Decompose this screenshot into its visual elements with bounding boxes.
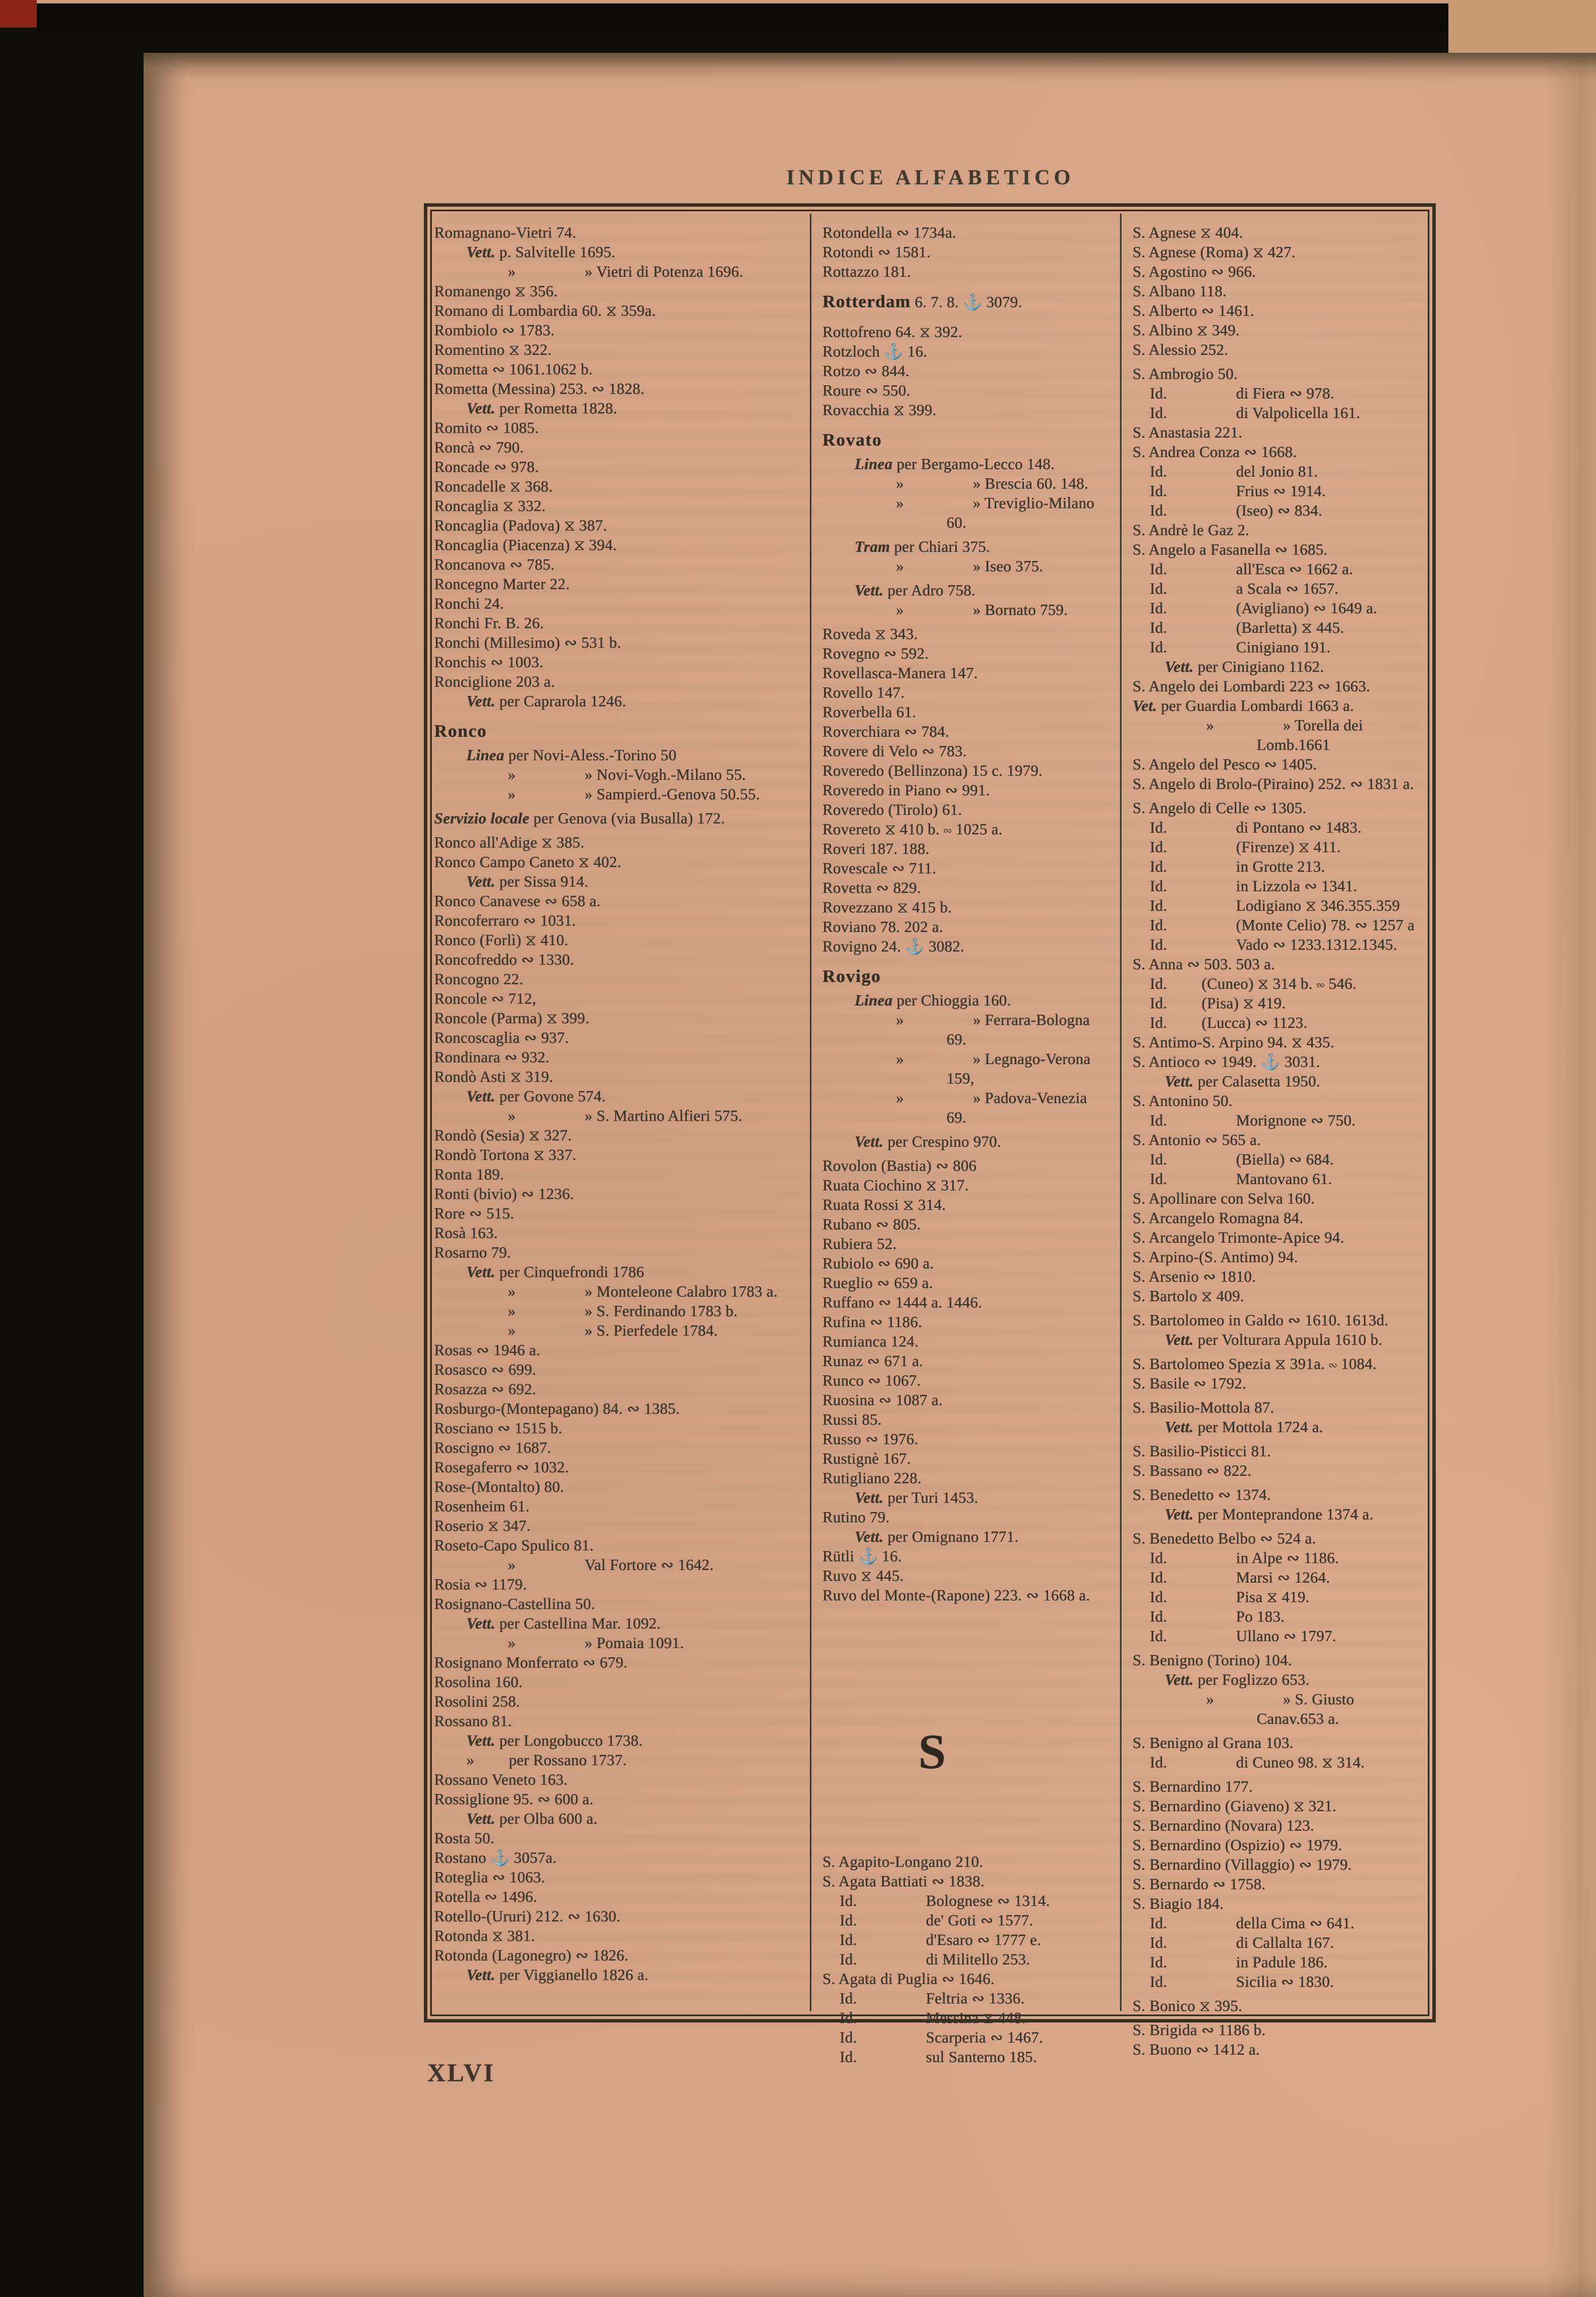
index-entry: S. Bernardo ∾ 1758.	[1133, 1876, 1266, 1893]
index-column-1	[434, 223, 805, 2014]
service-label: Vett.	[1165, 1671, 1194, 1688]
service-label: Vett.	[466, 243, 496, 261]
index-entry: S. Agata Battiati ∾ 1838.	[822, 1873, 985, 1890]
index-entry: Rotondi ∾ 1581.	[822, 243, 931, 261]
index-entry: S. Brigida ∾ 1186 b.	[1133, 2021, 1266, 2039]
bold-lead: Rotterdam	[822, 291, 911, 311]
index-entry: Id. in Lizzola ∾ 1341.	[1150, 877, 1358, 895]
index-entry: Roncoscaglia ∾ 937.	[434, 1029, 569, 1046]
index-entry: Roseto-Capo Spulico 81.	[434, 1537, 594, 1554]
index-section-heading: Rovato	[822, 430, 882, 450]
index-entry: » » Brescia 60. 148.	[896, 475, 1088, 492]
index-entry: Id. (Firenze) ⧖ 411.	[1150, 838, 1341, 856]
index-entry: Linea per Chioggia 160.	[855, 992, 1011, 1009]
index-section-heading: Ronco	[434, 721, 487, 741]
index-entry: Rosolini 258.	[434, 1693, 520, 1710]
index-entry: Id. in Grotte 213.	[1150, 858, 1326, 875]
index-entry: S. Antonio ∾ 565 a.	[1133, 1131, 1261, 1148]
index-entry: Vet. per Guardia Lombardi 1663 a.	[1133, 697, 1354, 714]
index-entry: Rutigliano 228.	[822, 1470, 922, 1487]
page-number: XLVI	[427, 2059, 495, 2087]
scan-backdrop-band	[37, 3, 1448, 31]
index-entry: Id. di Fiera ∾ 978.	[1150, 385, 1335, 402]
index-entry: Vett. per Olba 600 a.	[466, 1810, 598, 1827]
index-entry: Roncaglia (Padova) ⧖ 387.	[434, 517, 607, 534]
service-label: Vett.	[466, 1263, 496, 1281]
index-entry: Ronchi (Millesimo) ∾ 531 b.	[434, 634, 621, 651]
index-entry: Id. (Biella) ∾ 684.	[1150, 1151, 1334, 1168]
service-label: Vett.	[1165, 658, 1194, 675]
index-entry: Id. (Pisa) ⧖ 419.	[1150, 995, 1286, 1012]
index-entry: Vett. per Monteprandone 1374 a.	[1165, 1506, 1374, 1523]
index-entry: Vett. per Adro 758.	[855, 582, 976, 599]
index-entry: Rosignano-Castellina 50.	[434, 1595, 596, 1612]
index-entry: Ronchi Fr. B. 26.	[434, 614, 544, 632]
index-entry: S. Basilio-Pisticci 81.	[1133, 1443, 1271, 1460]
index-entry: Vett. per Viggianello 1826 a.	[466, 1966, 649, 1983]
service-label: Vett.	[466, 1966, 496, 1983]
index-entry: Rotonda ⧖ 381.	[434, 1927, 535, 1944]
service-label: Vett.	[466, 1732, 496, 1749]
index-entry: Rovello 147.	[822, 684, 905, 701]
index-entry: Rossano Veneto 163.	[434, 1771, 568, 1788]
index-entry: Rottazzo 181.	[822, 263, 911, 280]
index-entry: Roncaglia ⧖ 332.	[434, 497, 546, 515]
index-entry: Rubano ∾ 805.	[822, 1216, 921, 1233]
index-entry: S. Albino ⧖ 349.	[1133, 322, 1240, 339]
index-entry: Ruata Ciochino ⧖ 317.	[822, 1177, 969, 1194]
index-entry: S. Albano 118.	[1133, 283, 1227, 300]
index-entry: Roncegno Marter 22.	[434, 575, 570, 593]
index-entry: S. Bartolo ⧖ 409.	[1133, 1287, 1245, 1305]
index-entry: Russi 85.	[822, 1411, 882, 1428]
index-entry: S. Anna ∾ 503. 503 a.	[1133, 956, 1275, 973]
page-header-title: INDICE ALFABETICO	[786, 166, 1075, 190]
index-entry: Id. Messina ⧖ 448.	[840, 2009, 1026, 2027]
index-entry: Rotondella ∾ 1734a.	[822, 224, 957, 241]
index-entry: Id. Ullano ∾ 1797.	[1150, 1627, 1336, 1645]
index-entry: Ruvo ⧖ 445.	[822, 1567, 904, 1584]
index-entry: S. Bernardino (Villaggio) ∾ 1979.	[1133, 1856, 1352, 1873]
index-entry: S. Bernardino (Ospizio) ∾ 1979.	[1133, 1836, 1342, 1854]
index-entry: S. Arpino-(S. Antimo) 94.	[1133, 1248, 1299, 1266]
index-entry: Vett. per Rometta 1828.	[466, 400, 617, 417]
index-entry: S. Angelo di Celle ∾ 1305.	[1133, 799, 1307, 817]
index-entry: Rossano 81.	[434, 1712, 512, 1730]
index-entry: S. Bernardino 177.	[1133, 1778, 1253, 1795]
index-entry: Id. di Pontano ∾ 1483.	[1150, 819, 1362, 836]
index-entry: Roverchiara ∾ 784.	[822, 723, 949, 740]
index-entry: S. Antonino 50.	[1133, 1092, 1233, 1109]
service-label: Linea	[855, 455, 892, 473]
index-entry: Id. Pisa ⧖ 419.	[1150, 1588, 1310, 1606]
adjacent-page-corner	[1448, 0, 1596, 54]
index-entry: Rosta 50.	[434, 1830, 494, 1847]
index-entry: Rotzloch ⚓ 16.	[822, 343, 928, 360]
index-entry: Id. Lodigiano ⧖ 346.355.359	[1150, 897, 1400, 914]
index-entry: Id. Po 183.	[1150, 1608, 1285, 1625]
index-entry: » » Legnago-Verona 159,	[896, 1050, 1091, 1087]
index-entry: Vett. per Mottola 1724 a.	[1165, 1418, 1323, 1436]
index-entry: S. Bartolomeo in Galdo ∾ 1610. 1613d.	[1133, 1312, 1389, 1329]
index-entry: Roncade ∾ 978.	[434, 458, 539, 475]
index-column-2	[822, 223, 1111, 2066]
index-entry: » » S. Ferdinando 1783 b.	[508, 1302, 738, 1320]
index-entry: Linea per Novi-Aless.-Torino 50	[466, 747, 677, 764]
index-entry: Rustignè 167.	[822, 1450, 911, 1467]
index-entry: S. Angelo di Brolo-(Piraino) 252. ∾ 1831 a.	[1133, 775, 1414, 792]
index-entry: Roveredo (Tirolo) 61.	[822, 801, 963, 818]
index-entry: Rosignano Monferrato ∾ 679.	[434, 1654, 628, 1671]
index-entry: Id. Morignone ∾ 750.	[1150, 1112, 1356, 1129]
index-entry: Roserio ⧖ 347.	[434, 1517, 531, 1534]
index-entry: » » Pomaia 1091.	[508, 1634, 684, 1652]
index-entry: Rovigno 24. ⚓ 3082.	[822, 938, 965, 955]
index-entry: S. Agostino ∾ 966.	[1133, 263, 1256, 280]
index-entry: » » Vietri di Potenza 1696.	[508, 263, 743, 280]
index-entry: » » Iseo 375.	[896, 558, 1044, 575]
index-entry: Ronco Canavese ∾ 658 a.	[434, 892, 601, 910]
index-entry: Roveredo (Bellinzona) 15 c. 1979.	[822, 762, 1043, 779]
index-entry: Id. d'Esaro ∾ 1777 e.	[840, 1931, 1041, 1948]
index-entry: Id. (Monte Celio) 78. ∾ 1257 a	[1150, 917, 1415, 934]
index-entry: S. Arsenio ∾ 1810.	[1133, 1268, 1256, 1285]
index-entry: Id. Feltria ∾ 1336.	[840, 1990, 1025, 2007]
index-entry: Vett. per Volturara Appula 1610 b.	[1165, 1331, 1382, 1348]
index-entry: Rovere di Velo ∾ 783.	[822, 743, 967, 760]
index-entry: Rovetta ∾ 829.	[822, 879, 921, 896]
index-entry: Ronchis ∾ 1003.	[434, 653, 543, 671]
index-entry: Id. (Lucca) ∾ 1123.	[1150, 1014, 1308, 1031]
index-entry: S. Basilio-Mottola 87.	[1133, 1399, 1274, 1416]
index-entry: Id. di Valpolicella 161.	[1150, 404, 1361, 421]
index-entry: Vett. per Longobucco 1738.	[466, 1732, 643, 1749]
index-entry: Roncaglia (Piacenza) ⧖ 394.	[434, 536, 617, 554]
index-entry: Romagnano-Vietri 74.	[434, 224, 577, 241]
index-entry: Id. Bolognese ∾ 1314.	[840, 1892, 1050, 1909]
index-entry: Rosarno 79.	[434, 1244, 511, 1261]
index-entry: Ruosina ∾ 1087 a.	[822, 1391, 943, 1409]
index-entry: S. Buono ∾ 1412 a.	[1133, 2041, 1260, 2058]
index-entry: Vett. per Crespino 970.	[855, 1133, 1002, 1150]
index-entry: Roure ∾ 550.	[822, 382, 910, 399]
index-entry: S. Angelo a Fasanella ∾ 1685.	[1133, 541, 1328, 558]
index-entry: Rondò Tortona ⧖ 337.	[434, 1146, 577, 1163]
index-entry: S. Arcangelo Romagna 84.	[1133, 1209, 1304, 1227]
index-entry: Rosazza ∾ 692.	[434, 1380, 536, 1398]
index-entry: Roveda ⧖ 343.	[822, 625, 918, 643]
column-divider	[1120, 214, 1122, 2011]
index-entry: Rumianca 124.	[822, 1333, 919, 1350]
index-entry: Rottofreno 64. ⧖ 392.	[822, 323, 963, 341]
index-entry: S. Alessio 252.	[1133, 341, 1228, 358]
index-entry: Roscigno ∾ 1687.	[434, 1439, 551, 1456]
index-entry: Rosciano ∾ 1515 b.	[434, 1420, 563, 1437]
index-entry: Id. (Barletta) ⧖ 445.	[1150, 619, 1344, 636]
index-entry: Linea per Bergamo-Lecco 148.	[855, 455, 1055, 473]
service-label: Vett.	[466, 1615, 496, 1632]
index-entry: » » S. Giusto Canav.653 a.	[1206, 1691, 1354, 1727]
index-entry: Rotello-(Ururi) 212. ∾ 1630.	[434, 1908, 621, 1925]
index-entry: S. Agata di Puglia ∾ 1646.	[822, 1970, 995, 1987]
index-entry: S. Agnese (Roma) ⧖ 427.	[1133, 243, 1296, 261]
index-entry: S. Bernardino (Novara) 123.	[1133, 1817, 1315, 1834]
index-entry: Vett. per Turi 1453.	[855, 1489, 979, 1506]
index-entry: Id. all'Esca ∾ 1662 a.	[1150, 560, 1353, 578]
index-entry: S. Apollinare con Selva 160.	[1133, 1190, 1315, 1207]
index-entry: S. Benigno (Torino) 104.	[1133, 1652, 1292, 1669]
index-entry: S. Andrè le Gaz 2.	[1133, 521, 1250, 539]
index-entry: S. Basile ∾ 1792.	[1133, 1375, 1246, 1392]
index-entry: Rosia ∾ 1179.	[434, 1576, 527, 1593]
index-entry: Ronco (Forlì) ⧖ 410.	[434, 931, 569, 949]
spine-red-label	[0, 0, 37, 28]
index-entry: Id. Marsi ∾ 1264.	[1150, 1569, 1330, 1586]
index-entry: S. Bernardino (Giaveno) ⧖ 321.	[1133, 1797, 1336, 1815]
index-entry: S. Bonico ⧖ 395.	[1133, 1997, 1243, 2014]
index-entry: Romanengo ⧖ 356.	[434, 283, 558, 300]
index-entry: Roncole ∾ 712,	[434, 990, 536, 1007]
index-entry: Rometta (Messina) 253. ∾ 1828.	[434, 380, 645, 397]
index-entry: S. Bartolomeo Spezia ⧖ 391a. ∾ 1084.	[1133, 1355, 1377, 1372]
index-entry: Romano di Lombardia 60. ⧖ 359a.	[434, 302, 656, 319]
index-entry: Vett. p. Salvitelle 1695.	[466, 243, 616, 261]
index-entry: Rosenheim 61.	[434, 1498, 530, 1515]
index-entry: Roncoferraro ∾ 1031.	[434, 912, 576, 929]
service-label: Vett.	[466, 1810, 496, 1827]
index-entry: Rombiolo ∾ 1783.	[434, 322, 555, 339]
index-entry: Ronti (bivio) ∾ 1236.	[434, 1185, 574, 1202]
index-entry: S. Agapito-Longano 210.	[822, 1853, 983, 1870]
index-entry: Rosburgo-(Montepagano) 84. ∾ 1385.	[434, 1400, 680, 1417]
section-letter: S	[918, 1724, 946, 1779]
index-entry: Russo ∾ 1976.	[822, 1430, 918, 1448]
index-entry: Rore ∾ 515.	[434, 1205, 515, 1222]
index-entry: Id. del Jonio 81.	[1150, 463, 1318, 480]
index-entry: Servizio locale per Genova (via Busalla) 172.	[434, 810, 725, 827]
service-label: Tram	[855, 538, 890, 555]
index-entry: Id. (Avigliano) ∾ 1649 a.	[1150, 600, 1378, 617]
index-entry: Vett. per Sissa 914.	[466, 873, 589, 890]
index-entry: Tram per Chiari 375.	[855, 538, 990, 555]
index-column-3	[1133, 223, 1424, 2058]
index-entry: Vett. per Calasetta 1950.	[1165, 1073, 1320, 1090]
index-entry: Id. di Callalta 167.	[1150, 1934, 1334, 1951]
index-entry: Rütli ⚓ 16.	[822, 1548, 902, 1565]
index-entry: Rosas ∾ 1946 a.	[434, 1341, 540, 1359]
service-label: Vett.	[466, 1088, 496, 1105]
index-entry: Rovereto ⧖ 410 b. ∾ 1025 a.	[822, 821, 1003, 838]
service-label: Vett.	[1165, 1418, 1194, 1436]
index-entry: Id. Sicilia ∾ 1830.	[1150, 1973, 1334, 1990]
index-entry: Id. (Iseo) ∾ 834.	[1150, 502, 1323, 519]
index-entry: Ruata Rossi ⧖ 314.	[822, 1196, 946, 1213]
index-entry: Roncà ∾ 790.	[434, 439, 524, 456]
index-entry: Rotella ∾ 1496.	[434, 1888, 538, 1905]
index-entry: Rovacchia ⧖ 399.	[822, 401, 937, 419]
index-entry: Roviano 78. 202 a.	[822, 918, 944, 935]
service-label: Vett.	[1165, 1506, 1194, 1523]
index-entry: Roncole (Parma) ⧖ 399.	[434, 1010, 589, 1027]
index-entry: Rutino 79.	[822, 1509, 890, 1526]
index-entry: » » S. Pierfedele 1784.	[508, 1322, 718, 1339]
index-entry: Rovolon (Bastia) ∾ 806	[822, 1157, 977, 1174]
index-entry: S. Andrea Conza ∾ 1668.	[1133, 443, 1297, 461]
index-entry: Roncofreddo ∾ 1330.	[434, 951, 574, 968]
index-entry: » » Monteleone Calabro 1783 a.	[508, 1283, 778, 1300]
page-sheet	[144, 53, 1596, 2297]
index-entry: S. Angelo del Pesco ∾ 1405.	[1133, 756, 1317, 773]
index-entry: » » Bornato 759.	[896, 601, 1068, 618]
index-entry: Rovescale ∾ 711.	[822, 860, 937, 877]
index-entry: Rovellasca-Manera 147.	[822, 664, 978, 682]
service-label: Vett.	[466, 873, 496, 890]
index-entry: Romentino ⧖ 322.	[434, 341, 552, 358]
index-entry: Runco ∾ 1067.	[822, 1372, 921, 1389]
index-entry: Roteglia ∾ 1063.	[434, 1869, 546, 1886]
index-entry: » per Rossano 1737.	[466, 1751, 627, 1769]
index-entry: Id. de' Goti ∾ 1577.	[840, 1912, 1033, 1929]
column-divider	[810, 214, 811, 2011]
index-entry: » » Treviglio-Milano 60.	[896, 494, 1095, 531]
index-entry: Roverbella 61.	[822, 703, 917, 721]
index-entry: Ronco all'Adige ⧖ 385.	[434, 834, 585, 851]
index-entry: » » Sampierd.-Genova 50.55.	[508, 786, 760, 803]
index-entry: » » Torella dei Lomb.1661	[1206, 717, 1363, 753]
index-entry: Id. Scarperia ∾ 1467.	[840, 2029, 1044, 2046]
index-entry: » » Padova-Venezia 69.	[896, 1089, 1087, 1126]
index-entry: Vett. per Cinquefrondi 1786	[466, 1263, 644, 1281]
service-label: Vet.	[1133, 697, 1157, 714]
index-entry: Rotonda (Lagonegro) ∾ 1826.	[434, 1947, 629, 1964]
index-entry: Rosolina 160.	[434, 1673, 523, 1691]
index-entry: S. Benigno al Grana 103.	[1133, 1734, 1294, 1751]
index-entry: Rometta ∾ 1061.1062 b.	[434, 361, 593, 378]
index-entry: Vett. per Cinigiano 1162.	[1165, 658, 1324, 675]
index-entry: Rosasco ∾ 699.	[434, 1361, 536, 1378]
index-entry: Ronchi 24.	[434, 595, 504, 612]
index-entry: S. Alberto ∾ 1461.	[1133, 302, 1254, 319]
index-entry: S. Antioco ∾ 1949. ⚓ 3031.	[1133, 1053, 1320, 1070]
index-entry: Rondinara ∾ 932.	[434, 1049, 550, 1066]
service-label: Vett.	[855, 582, 884, 599]
index-entry: Id. di Cuneo 98. ⧖ 314.	[1150, 1754, 1365, 1771]
index-entry: Id. Vado ∾ 1233.1312.1345.	[1150, 936, 1397, 953]
index-entry: Rufina ∾ 1186.	[822, 1313, 922, 1331]
index-entry: Vett. per Caprarola 1246.	[466, 693, 627, 710]
index-entry: Ronco Campo Caneto ⧖ 402.	[434, 853, 621, 871]
index-entry: Id. in Padule 186.	[1150, 1954, 1328, 1971]
service-label: Vett.	[1165, 1073, 1194, 1090]
index-entry: Id. della Cima ∾ 641.	[1150, 1915, 1355, 1932]
index-entry: Roncogno 22.	[434, 970, 524, 988]
index-entry: Rondò (Sesia) ⧖ 327.	[434, 1127, 572, 1144]
index-entry: » » S. Martino Alfieri 575.	[508, 1107, 743, 1124]
index-entry: S. Agnese ⧖ 404.	[1133, 224, 1243, 241]
index-entry: S. Arcangelo Trimonte-Apice 94.	[1133, 1229, 1344, 1246]
index-entry: Rossiglione 95. ∾ 600 a.	[434, 1791, 594, 1808]
index-entry: S. Antimo-S. Arpino 94. ⧖ 435.	[1133, 1034, 1335, 1051]
index-entry: Ruffano ∾ 1444 a. 1446.	[822, 1294, 982, 1311]
index-entry: S. Benedetto ∾ 1374.	[1133, 1486, 1271, 1503]
service-label: Linea	[855, 992, 892, 1009]
index-entry: Runaz ∾ 671 a.	[822, 1352, 923, 1370]
index-entry: Id. Cinigiano 191.	[1150, 639, 1331, 656]
index-entry: Rovezzano ⧖ 415 b.	[822, 899, 952, 916]
index-entry: Rosegaferro ∾ 1032.	[434, 1459, 569, 1476]
index-entry: S. Angelo dei Lombardi 223 ∾ 1663.	[1133, 678, 1370, 695]
index-entry: » » Ferrara-Bologna 69.	[896, 1011, 1090, 1048]
index-entry: S. Anastasia 221.	[1133, 424, 1243, 441]
index-entry: S. Ambrogio 50.	[1133, 365, 1238, 382]
service-label: Linea	[466, 747, 504, 764]
index-entry: Vett. per Foglizzo 653.	[1165, 1671, 1310, 1688]
index-entry: Ronta 189.	[434, 1166, 504, 1183]
index-entry: Id. a Scala ∾ 1657.	[1150, 580, 1339, 597]
index-entry: Rueglio ∾ 659 a.	[822, 1274, 933, 1291]
index-entry: Rubiera 52.	[822, 1235, 897, 1252]
index-entry: Roncadelle ⧖ 368.	[434, 478, 553, 495]
index-entry: Id. Frius ∾ 1914.	[1150, 482, 1326, 500]
index-entry: Id. (Cuneo) ⧖ 314 b. ∾ 546.	[1150, 975, 1357, 992]
index-entry: Ruvo del Monte-(Rapone) 223. ∾ 1668 a.	[822, 1587, 1090, 1604]
index-entry: Roveredo in Piano ∾ 991.	[822, 782, 990, 799]
index-entry: Vett. per Govone 574.	[466, 1088, 606, 1105]
index-entry: Vett. per Castellina Mar. 1092.	[466, 1615, 661, 1632]
index-entry: Rubiolo ∾ 690 a.	[822, 1255, 934, 1272]
index-entry: Rotzo ∾ 844.	[822, 362, 910, 380]
index-entry: Id. in Alpe ∾ 1186.	[1150, 1549, 1339, 1567]
service-label: Vett.	[466, 693, 496, 710]
index-section-heading: Rovigo	[822, 966, 881, 986]
index-entry: S. Benedetto Belbo ∾ 524 a.	[1133, 1530, 1316, 1547]
service-label: Vett.	[1165, 1331, 1194, 1348]
index-entry: Rondò Asti ⧖ 319.	[434, 1068, 554, 1085]
index-entry: Rotterdam 6. 7. 8. ⚓ 3079.	[822, 291, 1022, 311]
index-entry: Id. di Militello 253.	[840, 1951, 1030, 1968]
service-label: Vett.	[466, 400, 496, 417]
index-entry: Ronciglione 203 a.	[434, 673, 555, 690]
index-entry: S. Bassano ∾ 822.	[1133, 1462, 1251, 1479]
index-entry: S. Biagio 184.	[1133, 1895, 1224, 1912]
service-label: Servizio locale	[434, 810, 530, 827]
index-entry: Roncanova ∾ 785.	[434, 556, 555, 573]
index-entry: Rose-(Montalto) 80.	[434, 1478, 565, 1495]
index-entry: Rostano ⚓ 3057a.	[434, 1849, 557, 1866]
service-label: Vett.	[855, 1133, 884, 1150]
index-entry: Id. sul Santerno 185.	[840, 2048, 1037, 2066]
index-entry: Roveri 187. 188.	[822, 840, 930, 857]
index-entry: Rovegno ∾ 592.	[822, 645, 929, 662]
index-entry: Vett. per Omignano 1771.	[855, 1528, 1019, 1545]
service-label: Vett.	[855, 1528, 884, 1545]
index-entry: » Val Fortore ∾ 1642.	[508, 1556, 714, 1573]
index-entry: Id. Mantovano 61.	[1150, 1170, 1332, 1188]
service-label: Vett.	[855, 1489, 884, 1506]
index-entry: Romito ∾ 1085.	[434, 419, 539, 436]
index-entry: » » Novi-Vogh.-Milano 55.	[508, 766, 746, 783]
index-entry: Rosà 163.	[434, 1224, 498, 1242]
